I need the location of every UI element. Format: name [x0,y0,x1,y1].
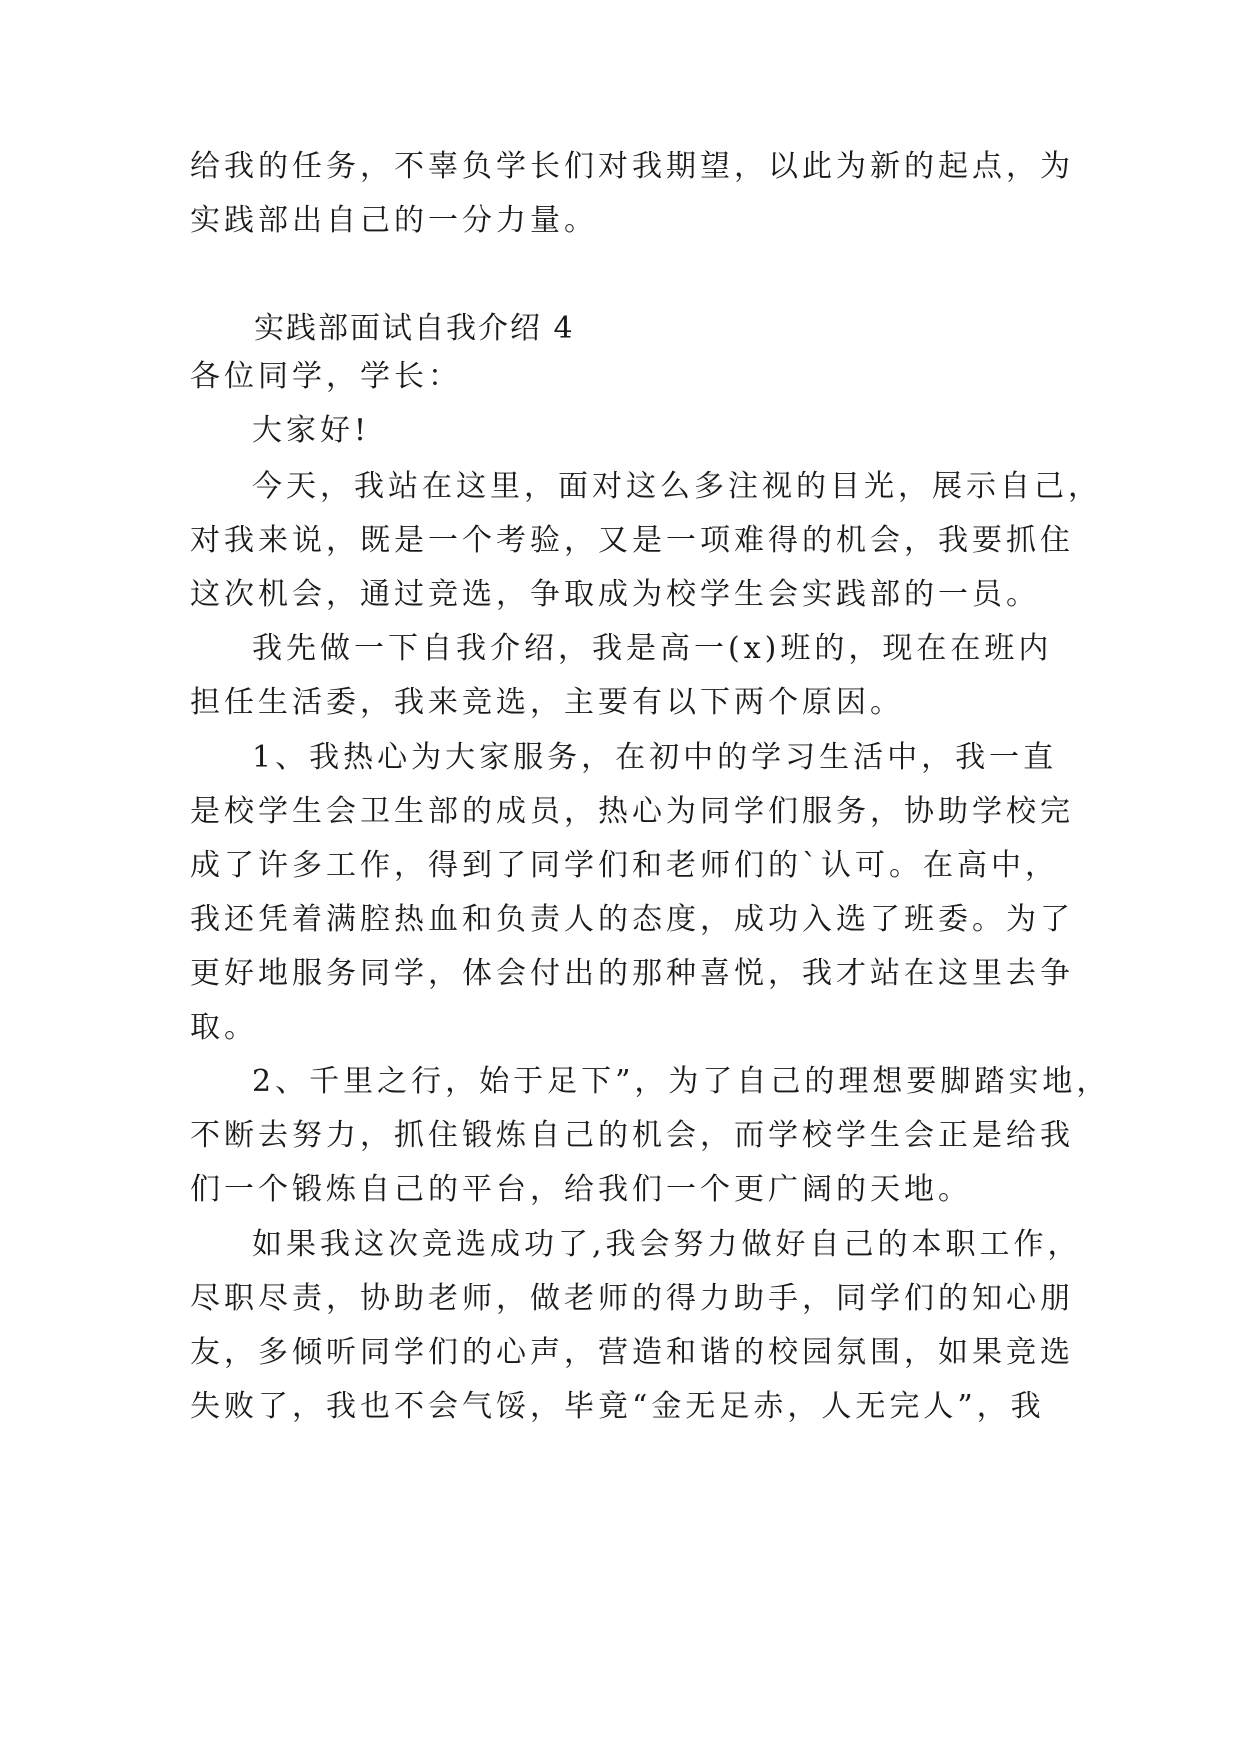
text-line: 是校学生会卫生部的成员，热心为同学们服务，协助学校完 [190,794,1074,829]
text-line: 2、千里之行，始于足下”，为了自己的理想要脚踏实地， [252,1064,1111,1099]
text-line: 失败了，我也不会气馁，毕竟“金无足赤，人无完人”，我 [190,1389,1045,1424]
text-line: 成了许多工作，得到了同学们和老师们的`认可。在高中， [190,848,1059,883]
text-line: 对我来说，既是一个考验，又是一项难得的机会，我要抓住 [190,523,1074,558]
salutation: 各位同学，学长： [190,359,462,394]
text-line: 担任生活委，我来竞选，主要有以下两个原因。 [190,685,904,720]
text-line: 不断去努力，抓住锻炼自己的机会，而学校学生会正是给我 [190,1118,1074,1153]
text-line: 我先做一下自我介绍，我是高一(x)班的，现在在班内 [252,631,1053,666]
text-line: 1、我热心为大家服务，在初中的学习生活中，我一直 [252,740,1058,775]
text-line: 尽职尽责，协助老师，做老师的得力助手，同学们的知心朋 [190,1281,1074,1316]
text-line: 给我的任务，不辜负学长们对我期望，以此为新的起点，为 [190,149,1074,184]
text-line: 更好地服务同学，体会付出的那种喜悦，我才站在这里去争 [190,956,1074,991]
text-line: 们一个锻炼自己的平台，给我们一个更广阔的天地。 [190,1172,972,1207]
text-line: 取。 [190,1010,258,1045]
text-line: 今天，我站在这里，面对这么多注视的目光，展示自己， [252,469,1102,504]
text-line: 我还凭着满腔热血和负责人的态度，成功入选了班委。为了 [190,902,1074,937]
text-line: 如果我这次竞选成功了,我会努力做好自己的本职工作， [252,1227,1082,1262]
text-line: 实践部出自己的一分力量。 [190,203,598,238]
section-title: 实践部面试自我介绍 4 [254,311,575,346]
greeting: 大家好! [252,413,371,448]
text-line: 友，多倾听同学们的心声，营造和谐的校园氛围，如果竞选 [190,1335,1074,1370]
text-line: 这次机会，通过竞选，争取成为校学生会实践部的一员。 [190,577,1040,612]
